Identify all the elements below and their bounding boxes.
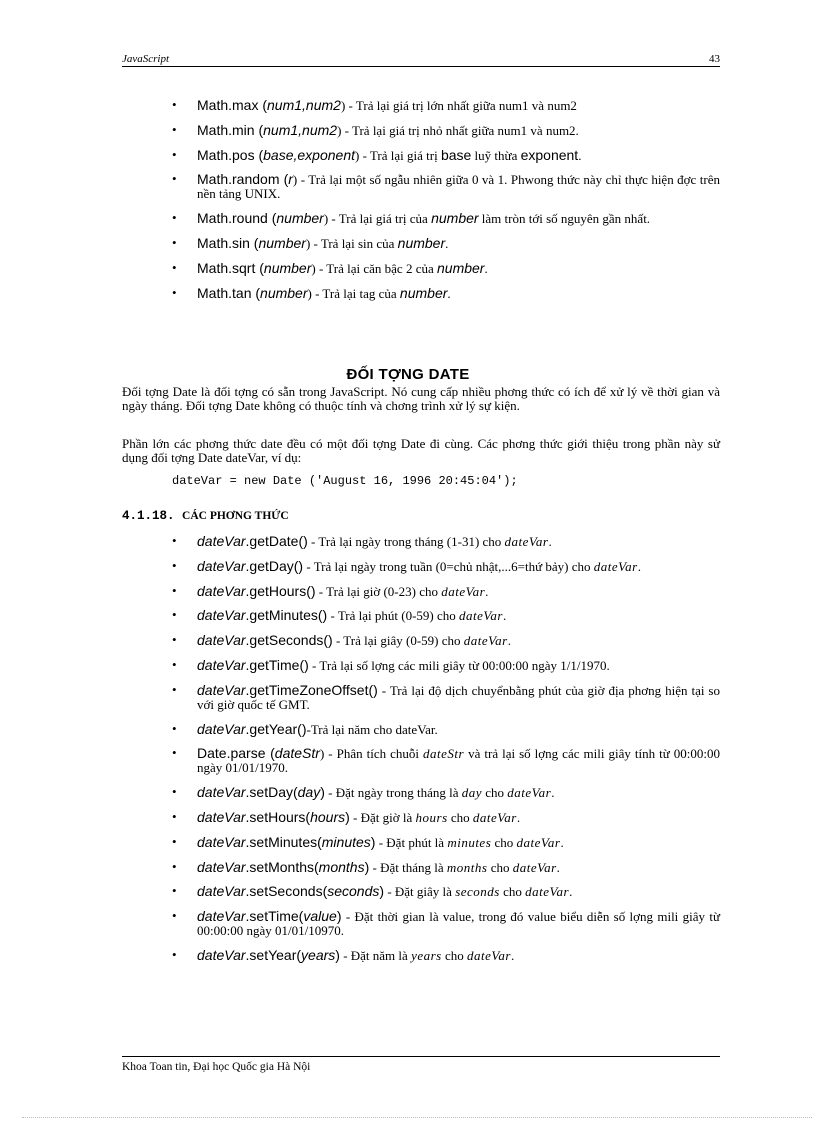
item-text-segment: dateVar <box>525 884 570 900</box>
bullet-icon: • <box>172 833 177 849</box>
item-text-segment: - Đặt năm là <box>339 947 412 963</box>
item-text-segment: . <box>637 558 641 574</box>
item-text-segment: ) - Trả lại giá trị lớn nhất giữa num1 và num2 <box>340 98 577 113</box>
item-text-segment: hours <box>415 809 448 825</box>
math-method-item <box>172 172 720 201</box>
item-text-segment: number <box>258 234 306 251</box>
item-text-segment: value <box>303 908 337 925</box>
item-text-segment: - Trả lại ngày trong tuần (0=chủ nhật,...6=thứ bảy) cho <box>303 558 594 574</box>
bullet-icon: • <box>172 946 177 962</box>
item-text-segment: number <box>260 284 308 301</box>
item-text-segment: exponent <box>520 146 579 163</box>
item-text-segment: .getHours() <box>245 582 316 599</box>
item-text-segment: dateVar <box>197 808 246 825</box>
item-text-segment: seconds <box>455 884 500 900</box>
bullet-icon: • <box>172 210 177 226</box>
item-text-segment: months <box>318 858 365 875</box>
item-text-segment: months <box>446 859 488 875</box>
item-text-segment: cho <box>499 884 526 900</box>
bullet-icon: • <box>172 259 177 275</box>
item-text-segment: number <box>276 210 324 227</box>
date-method-item <box>172 633 720 648</box>
item-text-segment: .setTime( <box>245 908 304 925</box>
date-method-item <box>172 884 720 899</box>
item-text-segment: - Đặt tháng là <box>369 859 447 875</box>
bullet-icon: • <box>172 908 177 924</box>
item-text-segment: ) <box>335 946 340 963</box>
page-bottom-border <box>22 1117 812 1118</box>
item-text-segment: - Trả lại ngày trong tháng (1-31) cho <box>307 534 505 549</box>
item-text-segment: dateVar <box>593 558 638 574</box>
date-method-item <box>172 810 720 825</box>
bullet-icon: • <box>172 784 177 800</box>
date-method-item <box>172 722 720 737</box>
item-text-segment: làm tròn tới số nguyên gần nhất. <box>478 211 651 227</box>
item-text-segment: dateVar <box>197 582 246 599</box>
item-text-segment: ) - Trả lại giá trị của <box>323 211 432 227</box>
math-method-item <box>172 123 720 138</box>
item-text-segment: Date.parse ( <box>197 745 275 762</box>
item-text-segment: ) - Trả lại tag của <box>307 285 400 301</box>
item-text-segment: dateVar <box>504 534 549 549</box>
math-method-item <box>172 286 720 301</box>
math-method-item <box>172 211 720 226</box>
bullet-icon: • <box>172 533 177 548</box>
item-text-segment: dateVar <box>197 908 246 925</box>
bullet-icon: • <box>172 808 177 824</box>
item-text-segment: ) <box>379 883 385 900</box>
item-text-segment: Math.random ( <box>197 171 289 188</box>
item-text-segment: -Trả lại năm cho dateVar. <box>306 721 438 737</box>
bullet-icon: • <box>172 858 177 874</box>
item-text-segment: .setMonths( <box>245 858 319 875</box>
item-text-segment: - Đặt thời gian là value, trong đó value biểu diễn số lợng mili giây từ 00:00:00 ngày 01/01/10970. <box>197 909 720 939</box>
item-text-segment: ) - Trả lại căn bậc 2 của <box>311 260 437 276</box>
bullet-icon: • <box>172 284 177 300</box>
item-text-segment: - Đặt ngày trong tháng là <box>324 785 462 801</box>
date-method-item <box>172 746 720 775</box>
item-text-segment: ) - Trả lại sin của <box>305 235 398 251</box>
item-text-segment: Math.max ( <box>197 97 268 113</box>
item-text-segment: dateStr <box>274 745 320 762</box>
bullet-icon: • <box>172 883 177 899</box>
item-text-segment: base <box>440 146 472 163</box>
item-text-segment: dateVar <box>463 633 508 649</box>
item-text-segment: .getDay() <box>245 557 304 574</box>
date-method-item <box>172 909 720 938</box>
page-number: 43 <box>709 53 720 65</box>
item-text-segment: ) - Trả lại một số ngẫu nhiên giữa 0 và 1. Phwong thức này chỉ thực hiện đợc trên nền tảng UNIX. <box>197 172 720 202</box>
item-text-segment: number <box>397 234 446 251</box>
item-text-segment: . <box>548 534 552 549</box>
item-text-segment: - Đặt phút là <box>375 834 448 850</box>
bullet-icon: • <box>172 681 177 697</box>
math-methods-list <box>172 98 720 310</box>
methods-paragraph: Phần lớn các phơng thức date đều có một đối tợng Date đi cùng. Các phơng thức giới thiệu trong phần này sử dụng đối tợng Date dateVar, ví dụ: <box>122 436 720 465</box>
date-method-item <box>172 948 720 963</box>
item-text-segment: . <box>560 834 564 850</box>
item-text-segment: . <box>485 583 489 599</box>
item-text-segment: . <box>484 260 488 276</box>
item-text-segment: ) <box>320 784 325 801</box>
item-text-segment: dateVar <box>197 656 246 673</box>
item-text-segment: dateVar <box>516 834 561 850</box>
item-text-segment: - Trả lại phút (0-59) cho <box>327 608 460 624</box>
bullet-icon: • <box>172 582 177 598</box>
item-text-segment: base,exponent <box>263 146 355 163</box>
item-text-segment: cho <box>491 834 517 850</box>
item-text-segment: . <box>578 147 582 163</box>
item-text-segment: . <box>445 235 449 251</box>
item-text-segment: dateVar <box>197 557 246 574</box>
item-text-segment: number <box>431 210 479 227</box>
item-text-segment: .getTime() <box>245 656 309 673</box>
item-text-segment: dateVar <box>197 833 246 850</box>
bullet-icon: • <box>172 234 177 250</box>
item-text-segment: ) <box>336 908 342 925</box>
math-method-item <box>172 261 720 276</box>
subsection-heading <box>122 509 289 523</box>
item-text-segment: .setHours( <box>245 808 311 825</box>
item-text-segment: num1,num2 <box>267 97 341 113</box>
bullet-icon: • <box>172 656 177 672</box>
item-text-segment: minutes <box>321 833 371 850</box>
bullet-icon: • <box>172 632 177 648</box>
item-text-segment: dateVar <box>197 533 246 549</box>
item-text-segment: Math.min ( <box>197 121 264 138</box>
item-text-segment: ) - Trả lại giá trị <box>355 147 441 163</box>
date-method-item <box>172 835 720 850</box>
item-text-segment: . <box>556 859 560 875</box>
item-text-segment: Math.tan ( <box>197 284 261 301</box>
page-footer: Khoa Toan tin, Đại học Quốc gia Hà Nội <box>122 1061 311 1073</box>
page-header <box>122 53 720 67</box>
item-text-segment: Math.sqrt ( <box>197 259 264 276</box>
item-text-segment: years <box>301 946 336 963</box>
bullet-icon: • <box>172 607 177 623</box>
item-text-segment: minutes <box>447 834 492 850</box>
item-text-segment: - Trả lại giờ (0-23) cho <box>315 583 442 599</box>
item-text-segment: .setMinutes( <box>245 833 322 850</box>
item-text-segment: years <box>411 947 442 963</box>
subsection-number: 4.1.18. <box>122 509 175 523</box>
item-text-segment: ) <box>370 833 376 850</box>
date-method-item <box>172 584 720 599</box>
item-text-segment: . <box>569 884 573 900</box>
item-text-segment: cho <box>447 809 473 825</box>
bullet-icon: • <box>172 146 177 162</box>
date-method-item <box>172 559 720 574</box>
item-text-segment: ) <box>345 808 350 825</box>
date-method-item <box>172 534 720 549</box>
code-example: dateVar = new Date ('August 16, 1996 20:45:04'); <box>172 474 518 488</box>
item-text-segment: dateVar <box>197 607 246 624</box>
item-text-segment: - Đặt giây là <box>384 884 456 900</box>
item-text-segment: dateVar <box>197 883 246 900</box>
item-text-segment: .setDay( <box>245 784 298 801</box>
intro-paragraph: Đối tợng Date là đối tợng có sẵn trong JavaScript. Nó cung cấp nhiều phơng thức có ích để xử lý về thời gian và ngày tháng. Đối tợng Date không có thuộc tính và chơng trình xử lý sự kiện. <box>122 384 720 413</box>
item-text-segment: dateVar <box>197 946 246 963</box>
bullet-icon: • <box>172 97 177 112</box>
item-text-segment: day <box>297 784 321 801</box>
item-text-segment: .setSeconds( <box>245 883 328 900</box>
item-text-segment: dateVar <box>467 947 511 963</box>
item-text-segment: .setYear( <box>245 946 302 963</box>
item-text-segment: dateVar <box>197 632 246 649</box>
item-text-segment: r <box>288 171 293 188</box>
item-text-segment: . <box>551 785 555 801</box>
item-text-segment: .getTimeZoneOffset() <box>245 681 378 698</box>
math-method-item <box>172 148 720 163</box>
item-text-segment: ) - Trả lại giá trị nhỏ nhất giữa num1 và num2. <box>337 122 579 138</box>
item-text-segment: cho <box>482 785 508 801</box>
footer-rule <box>122 1056 720 1057</box>
item-text-segment: - Trả lại số lợng các mili giây từ 00:00:00 ngày 1/1/1970. <box>308 657 610 673</box>
bullet-icon: • <box>172 121 177 137</box>
math-method-item <box>172 236 720 251</box>
item-text-segment: dateVar <box>472 809 517 825</box>
bullet-icon: • <box>172 557 177 573</box>
item-text-segment: - Trả lại giây (0-59) cho <box>332 633 464 649</box>
date-method-item <box>172 658 720 673</box>
item-text-segment: . <box>507 633 511 649</box>
item-text-segment: .getDate() <box>245 533 308 549</box>
item-text-segment: num1,num2 <box>263 121 338 138</box>
item-text-segment: .getMinutes() <box>245 607 328 624</box>
date-method-item <box>172 860 720 875</box>
item-text-segment: seconds <box>327 883 380 900</box>
item-text-segment: - Đặt giờ là <box>349 809 416 825</box>
item-text-segment: cho <box>487 859 513 875</box>
item-text-segment: cho <box>441 947 468 963</box>
date-methods-list <box>172 534 720 973</box>
item-text-segment: number <box>263 259 312 276</box>
header-title: JavaScript <box>122 53 170 65</box>
item-text-segment: ) - Phân tích chuỗi <box>319 746 424 762</box>
item-text-segment: number <box>437 259 485 276</box>
item-text-segment: dateStr <box>423 746 465 762</box>
item-text-segment: Math.sin ( <box>197 234 259 251</box>
item-text-segment: . <box>510 947 515 963</box>
item-text-segment: day <box>461 785 482 801</box>
item-text-segment: dateVar <box>441 583 486 599</box>
item-text-segment: Math.round ( <box>197 210 277 227</box>
item-text-segment: luỹ thừa <box>471 147 521 163</box>
bullet-icon: • <box>172 171 177 187</box>
item-text-segment: . <box>502 608 507 624</box>
date-method-item <box>172 785 720 800</box>
bullet-icon: • <box>172 745 177 761</box>
item-text-segment: dateVar <box>197 784 246 801</box>
item-text-segment: dateVar <box>507 785 552 801</box>
math-method-item <box>172 98 720 113</box>
item-text-segment: hours <box>310 808 346 825</box>
item-text-segment: number <box>399 284 448 301</box>
item-text-segment: và trả lại số lợng các mili giây tính từ 00:00:00 ngày 01/01/1970. <box>197 746 720 776</box>
item-text-segment: dateVar <box>512 859 557 875</box>
date-method-item <box>172 608 720 623</box>
item-text-segment: dateVar <box>459 608 503 624</box>
bullet-icon: • <box>172 720 177 736</box>
item-text-segment: dateVar <box>197 681 246 698</box>
date-method-item <box>172 683 720 712</box>
item-text-segment: Math.pos ( <box>197 146 264 163</box>
item-text-segment: .getSeconds() <box>245 632 333 649</box>
item-text-segment: - Trả lại độ dịch chuyểnbằng phút của giờ địa phơng hiện tại so với giờ quốc tế GMT. <box>197 682 720 712</box>
item-text-segment: ) <box>364 858 370 875</box>
item-text-segment: dateVar <box>197 858 246 875</box>
item-text-segment: .getYear() <box>245 720 307 737</box>
item-text-segment: dateVar <box>197 720 246 737</box>
section-title: ĐỐI TỢNG DATE <box>346 366 470 383</box>
item-text-segment: . <box>447 285 451 301</box>
item-text-segment: . <box>516 809 521 825</box>
subsection-title: CÁC PHƠNG THỨC <box>182 510 289 522</box>
